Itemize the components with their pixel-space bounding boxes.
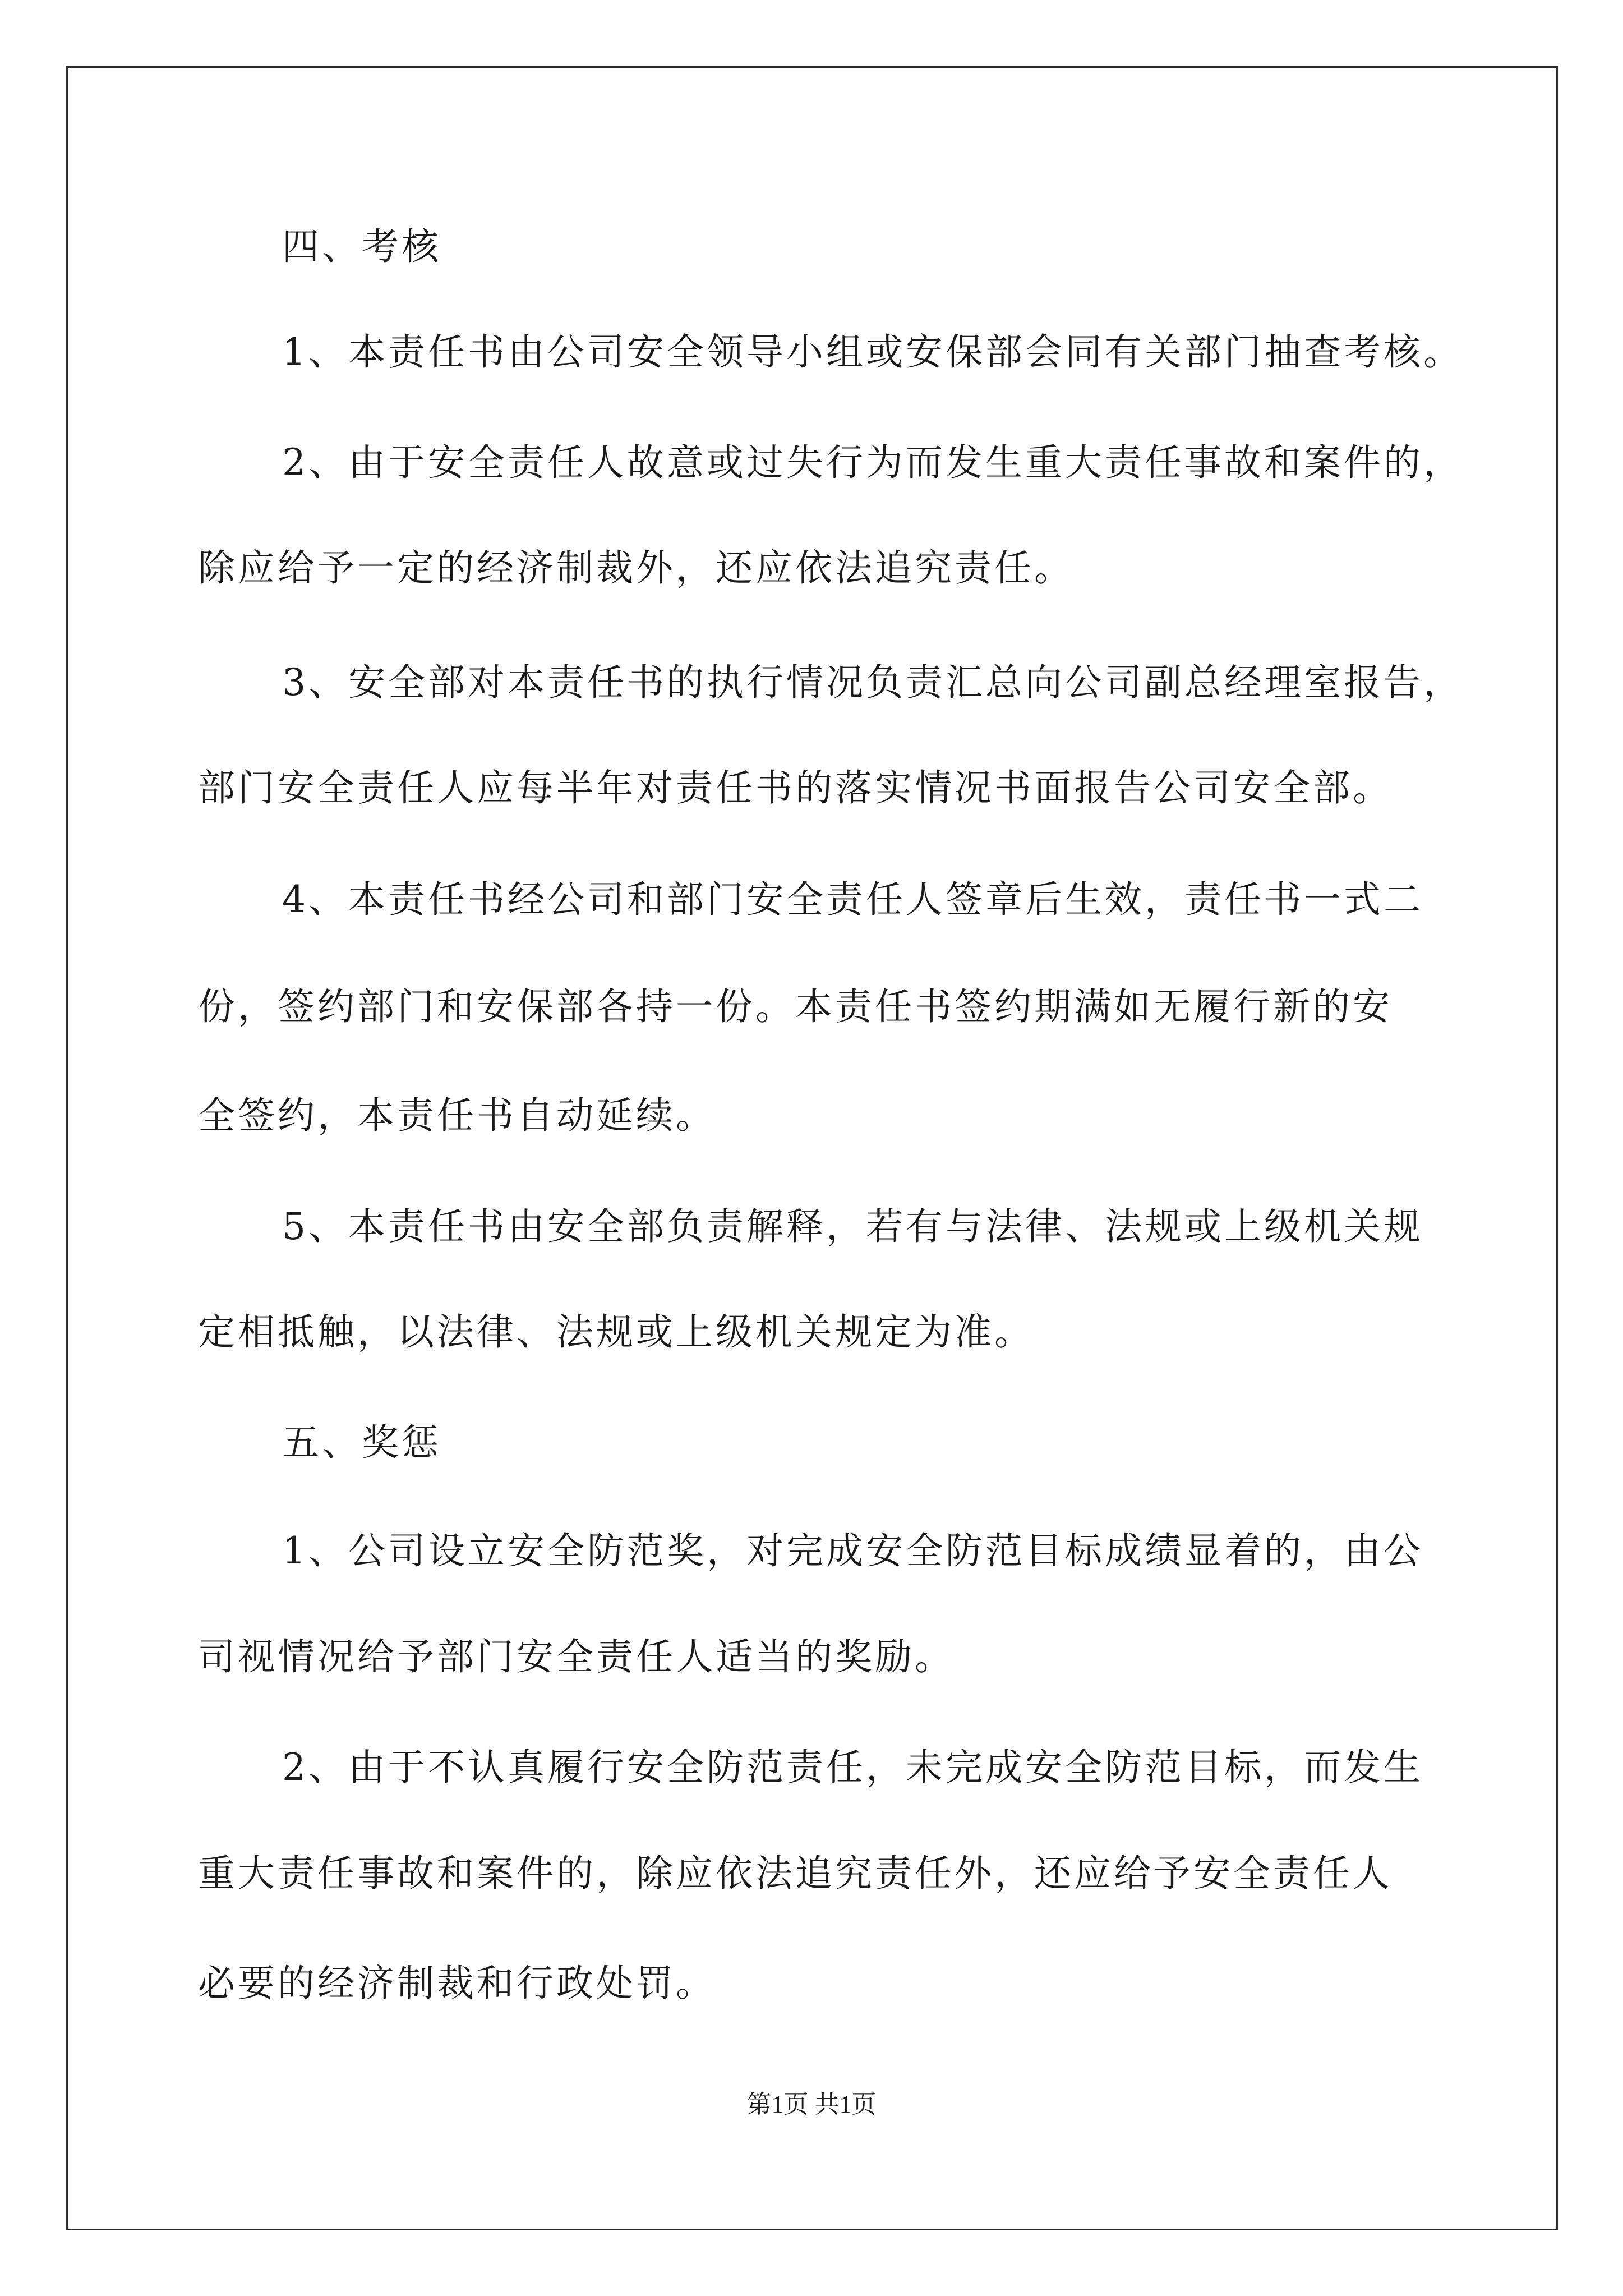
paragraph-line: 定相抵触，以法律、法规或上级机关规定为准。 <box>198 1310 1034 1354</box>
section-heading: 四、考核 <box>282 225 441 268</box>
section-heading: 五、奖惩 <box>282 1421 441 1464</box>
paragraph-line: 2、由于不认真履行安全防范责任，未完成安全防范目标，而发生 <box>282 1746 1423 1789</box>
page-footer: 第1页 共1页 <box>746 2091 877 2118</box>
paragraph-line: 1、公司设立安全防范奖，对完成安全防范目标成绩显着的，由公 <box>282 1529 1423 1572</box>
paragraph-line: 3、安全部对本责任书的执行情况负责汇总向公司副总经理室报告， <box>282 661 1463 704</box>
paragraph-line: 部门安全责任人应每半年对责任书的落实情况书面报告公司安全部。 <box>198 766 1393 809</box>
paragraph-line: 全签约，本责任书自动延续。 <box>198 1094 716 1137</box>
paragraph-line: 1、本责任书由公司安全领导小组或安保部会同有关部门抽查考核。 <box>282 330 1463 374</box>
paragraph-line: 5、本责任书由安全部负责解释，若有与法律、法规或上级机关规 <box>282 1205 1423 1248</box>
page-frame <box>66 66 1558 2230</box>
paragraph-line: 司视情况给予部门安全责任人适当的奖励。 <box>198 1635 955 1678</box>
paragraph-line: 2、由于安全责任人故意或过失行为而发生重大责任事故和案件的， <box>282 441 1463 484</box>
paragraph-line: 4、本责任书经公司和部门安全责任人签章后生效，责任书一式二 <box>282 878 1423 921</box>
paragraph-line: 份，签约部门和安保部各持一份。本责任书签约期满如无履行新的安 <box>198 985 1393 1028</box>
paragraph-line: 必要的经济制裁和行政处罚。 <box>198 1962 716 2005</box>
paragraph-line: 重大责任事故和案件的，除应依法追究责任外，还应给予安全责任人 <box>198 1852 1393 1895</box>
paragraph-line: 除应给予一定的经济制裁外，还应依法追究责任。 <box>198 546 1074 590</box>
